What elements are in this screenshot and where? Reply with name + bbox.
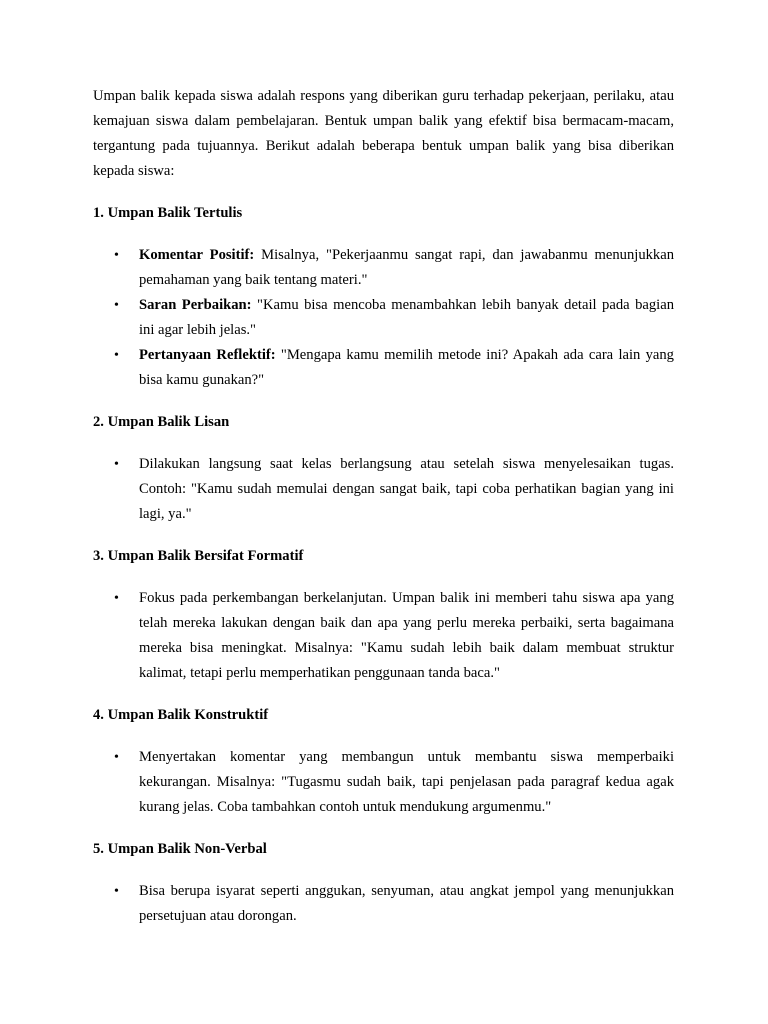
- list-item: [139, 586, 674, 686]
- item-text: Misalnya, "Pekerjaanmu sangat rapi, dan jawabanmu menunjukkan pemahaman yang baik tentang materi.": [139, 247, 674, 288]
- list-item: [139, 243, 674, 293]
- section-list-lisan: [93, 452, 674, 527]
- item-lead: Pertanyaan Reflektif:: [139, 347, 276, 363]
- item-text: Dilakukan langsung saat kelas berlangsung atau setelah siswa menyelesaikan tugas. Contoh: "Kamu sudah memulai dengan sangat baik, tapi coba perhatikan bagian yang ini lagi, ya.": [139, 456, 674, 522]
- section-heading-konstruktif: 4. Umpan Balik Konstruktif: [93, 707, 269, 723]
- item-text: "Kamu bisa mencoba menambahkan lebih banyak detail pada bagian ini agar lebih jelas.": [139, 297, 674, 338]
- list-item: [139, 293, 674, 343]
- item-lead: Komentar Positif:: [139, 247, 255, 263]
- section-list-non-verbal: [93, 879, 674, 929]
- section-heading-non-verbal: 5. Umpan Balik Non-Verbal: [93, 841, 267, 857]
- section-heading-formatif: 3. Umpan Balik Bersifat Formatif: [93, 548, 304, 564]
- item-text: Bisa berupa isyarat seperti anggukan, senyuman, atau angkat jempol yang menunjukkan persetujuan atau dorongan.: [139, 883, 674, 924]
- document-page: [93, 84, 674, 929]
- section-heading-lisan: 2. Umpan Balik Lisan: [93, 414, 230, 430]
- section-list-konstruktif: [93, 745, 674, 820]
- section-list-formatif: [93, 586, 674, 686]
- list-item: [139, 745, 674, 820]
- list-item: [139, 452, 674, 527]
- item-text: Fokus pada perkembangan berkelanjutan. Umpan balik ini memberi tahu siswa apa yang telah mereka lakukan dengan baik dan apa yang perlu mereka perbaiki, serta bagaimana mereka bisa meningkat. Misalnya: "Kamu sudah lebih baik dalam membuat struktur kalimat, tetapi perlu memperhatikan penggunaan tanda baca.": [139, 590, 674, 681]
- intro-paragraph: Umpan balik kepada siswa adalah respons yang diberikan guru terhadap pekerjaan, perilaku, atau kemajuan siswa dalam pembelajaran. Bentuk umpan balik yang efektif bisa bermacam-macam, tergantung pada tujuannya. Berikut adalah beberapa bentuk umpan balik yang bisa diberikan kepada siswa:: [93, 88, 674, 179]
- item-lead: Saran Perbaikan:: [139, 297, 252, 313]
- item-text: Menyertakan komentar yang membangun untuk membantu siswa memperbaiki kekurangan. Misalnya: "Tugasmu sudah baik, tapi penjelasan pada paragraf kedua agak kurang jelas. Coba tambahkan contoh untuk mendukung argumenmu.": [139, 749, 674, 815]
- section-list-tertulis: [93, 243, 674, 393]
- section-heading-tertulis: 1. Umpan Balik Tertulis: [93, 205, 243, 221]
- list-item: [139, 879, 674, 929]
- list-item: [139, 343, 674, 393]
- item-text: "Mengapa kamu memilih metode ini? Apakah ada cara lain yang bisa kamu gunakan?": [139, 347, 674, 388]
